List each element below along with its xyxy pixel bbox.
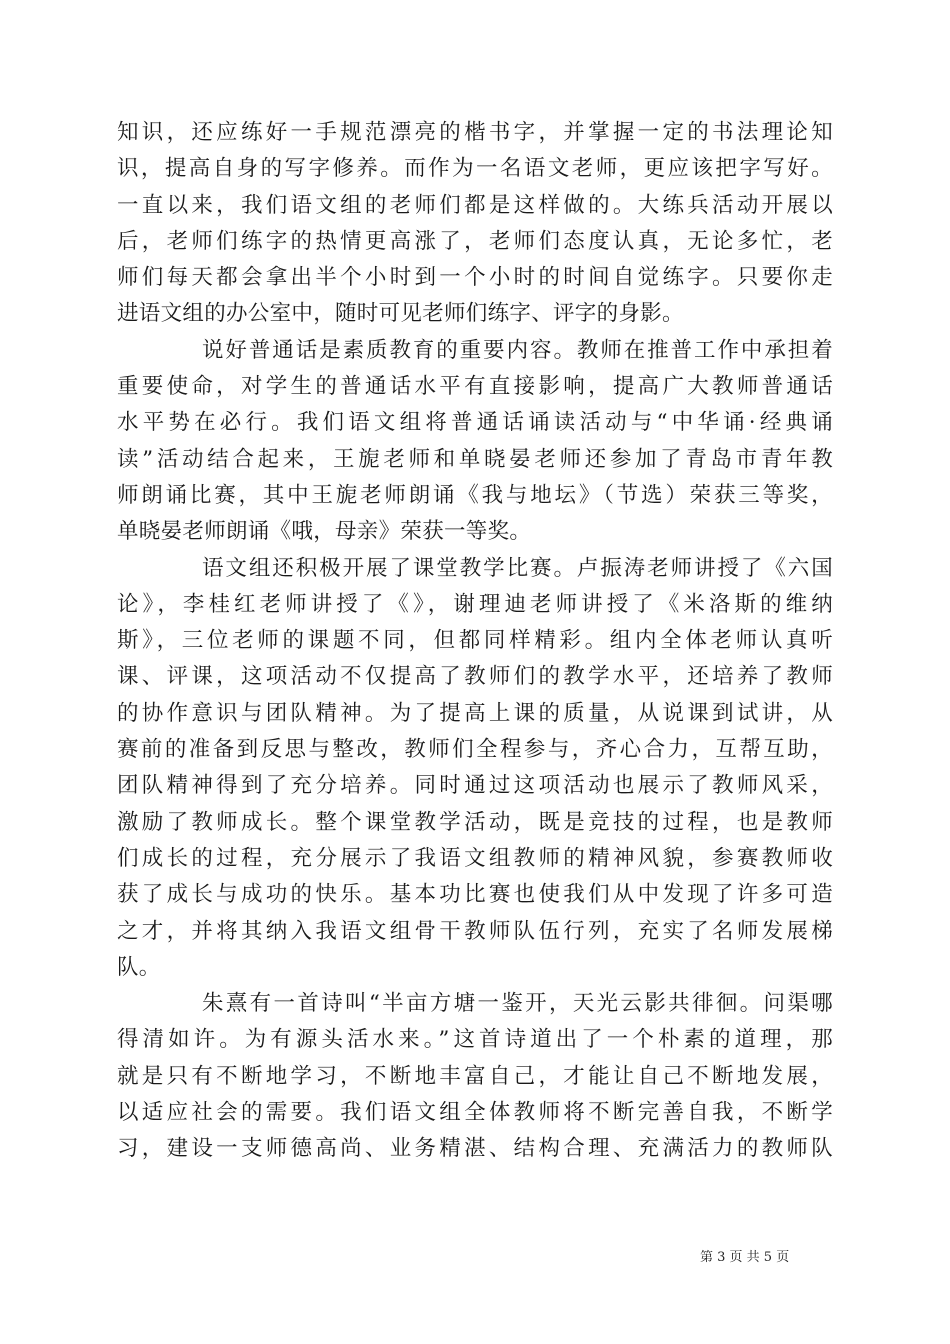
text-line: 们成长的过程，充分展示了我语文组教师的精神风貌，参赛教师收 [117, 845, 833, 871]
text-line: 的协作意识与团队精神。为了提高上课的质量，从说课到试讲，从 [117, 700, 833, 726]
text-line: 后，老师们练字的热情更高涨了，老师们态度认真，无论多忙，老 [117, 228, 833, 254]
text-line: 习，建设一支师德高尚、业务精湛、结构合理、充满活力的教师队 [117, 1136, 833, 1162]
text-line: 水平势在必行。我们语文组将普通话诵读活动与“中华诵·经典诵 [117, 410, 833, 436]
text-line: 就是只有不断地学习，不断地丰富自己，才能让自己不断地发展， [117, 1063, 833, 1089]
text-line: 之才，并将其纳入我语文组骨干教师队伍行列，充实了名师发展梯 [117, 918, 833, 944]
text-line: 识，提高自身的写字修养。而作为一名语文老师，更应该把字写好。 [117, 156, 833, 182]
text-line: 队。 [117, 954, 161, 980]
page-number: 第 3 页 共 5 页 [700, 1250, 790, 1265]
text-line: 朱熹有一首诗叫“半亩方塘一鉴开，天光云影共徘徊。问渠哪 [202, 991, 833, 1017]
text-line: 论》，李桂红老师讲授了《》，谢理迪老师讲授了《米洛斯的维纳 [117, 591, 833, 617]
text-line: 进语文组的办公室中，随时可见老师们练字、评字的身影。 [117, 301, 684, 327]
text-line: 师朗诵比赛，其中王旎老师朗诵《我与地坛》（节选）荣获三等奖， [117, 482, 833, 508]
paragraph [117, 333, 833, 551]
text-line: 一直以来，我们语文组的老师们都是这样做的。大练兵活动开展以 [117, 192, 833, 218]
paragraph [117, 115, 833, 333]
text-line: 说好普通话是素质教育的重要内容。教师在推普工作中承担着 [202, 337, 833, 363]
text-line: 语文组还积极开展了课堂教学比赛。卢振涛老师讲授了《六国 [202, 555, 833, 581]
text-line: 获了成长与成功的快乐。基本功比赛也使我们从中发现了许多可造 [117, 882, 833, 908]
text-line: 以适应社会的需要。我们语文组全体教师将不断完善自我，不断学 [117, 1100, 833, 1126]
text-line: 激励了教师成长。整个课堂教学活动，既是竞技的过程，也是教师 [117, 809, 833, 835]
text-line: 赛前的准备到反思与整改，教师们全程参与，齐心合力，互帮互助， [117, 737, 833, 763]
document-body [117, 115, 833, 1168]
paragraph [117, 551, 833, 987]
text-line: 单晓晏老师朗诵《哦，母亲》荣获一等奖。 [117, 519, 532, 545]
text-line: 团队精神得到了充分培养。同时通过这项活动也展示了教师风采， [117, 773, 833, 799]
paragraph [117, 986, 833, 1167]
text-line: 重要使命，对学生的普通话水平有直接影响，提高广大教师普通话 [117, 374, 833, 400]
text-line: 师们每天都会拿出半个小时到一个小时的时间自觉练字。只要你走 [117, 265, 833, 291]
text-line: 读”活动结合起来，王旎老师和单晓晏老师还参加了青岛市青年教 [117, 446, 833, 472]
text-line: 得清如许。为有源头活水来。”这首诗道出了一个朴素的道理，那 [117, 1027, 833, 1053]
text-line: 知识，还应练好一手规范漂亮的楷书字，并掌握一定的书法理论知 [117, 120, 833, 145]
text-line: 斯》，三位老师的课题不同，但都同样精彩。组内全体老师认真听 [117, 628, 833, 654]
text-line: 课、评课，这项活动不仅提高了教师们的教学水平，还培养了教师 [117, 664, 833, 690]
